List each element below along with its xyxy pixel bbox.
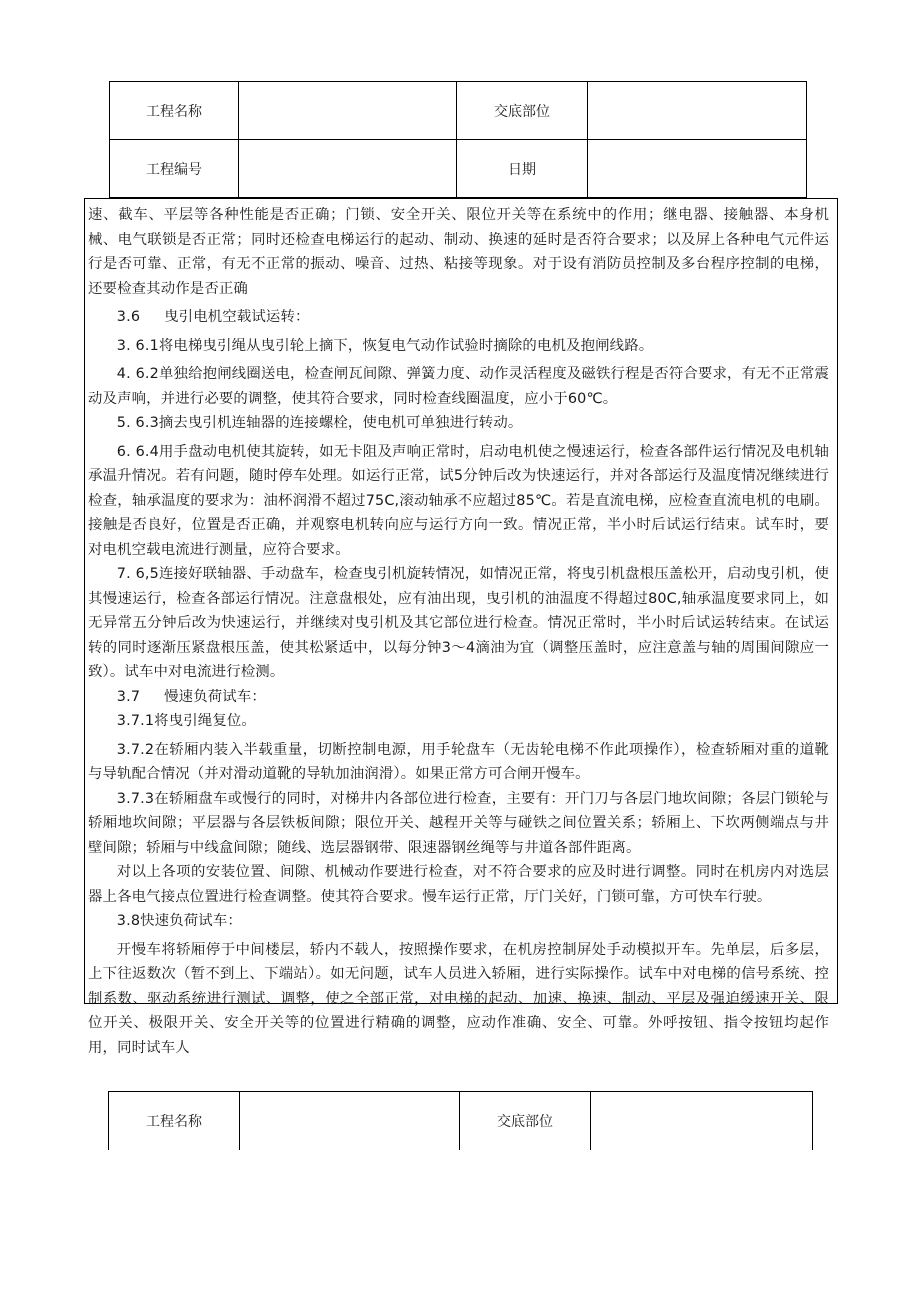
header-info-table (109, 81, 807, 198)
paragraph: 7. 6,5连接好联轴器、手动盘车，检查曳引机旋转情况，如情况正常，将曳引机盘根压盖松开，启动曳引机，使其慢速运行，检查各部运行情况。注意盘根处，应有油出现，曳引机的油温度不得超过80C,轴承温度要求同上，如无异常五分钟后改为快速运行，并继续对曳引机及其它部位进行检查。情况正常时，半小时后试运转结束。在试运转的同时逐渐压紧盘根压盖，使其松紧适中，以每分钟3～4滴油为宜（调整压盖时，应注意盖与轴的周围间隙应一致）。试车中对电流进行检测。 (88, 566, 829, 680)
project-number-value (239, 140, 457, 198)
disclosure-content (84, 198, 838, 1056)
project-name-value (239, 82, 457, 140)
section-number: 3.7 (116, 688, 141, 705)
paragraph: 3.7.1将曳引绳复位。 (116, 713, 256, 729)
date-value (588, 140, 807, 198)
project-name-value (240, 1092, 460, 1150)
paragraph: 6. 6.4用手盘动电机使其旋转，如无卡阻及声响正常时，启动电机使之慢速运行，检查各部件运行情况及电机轴承温升情况。若有问题，随时停车处理。如运行正常，试5分钟后改为快速运行，并对各部运行及温度情况继续进行检查，轴承温度的要求为：油杯润滑不超过75C,滚动轴承不应超过85℃。若是直流电梯，应检查直流电机的电刷。接触是否良好，位置是否正确，并观察电机转向应与运行方向一致。情况正常，半小时后试运行结束。试车时，要对电机空载电流进行测量，应符合要求。 (88, 443, 829, 558)
table-row (110, 140, 807, 198)
paragraph: 速、截车、平层等各种性能是否正确；门锁、安全开关、限位开关等在系统中的作用；继电器、接触器、本身机械、电气联锁是否正常；同时还检查电梯运行的起动、制动、换速的延时是否符合要求；以及屏上各种电气元件运行是否可靠、正常，有无不正常的振动、噪音、过热、粘接等现象。对于设有消防员控制及多台程序控制的电梯，还要检查其动作是否正确 (88, 207, 829, 297)
date-label: 日期 (457, 140, 588, 198)
section-heading-3-8: 3.8快速负荷试车： (116, 913, 242, 929)
section-title: 慢速负荷试车： (164, 688, 266, 705)
project-number-label: 工程编号 (110, 140, 239, 198)
paragraph: 3.7.3在轿厢盘车或慢行的同时，对梯井内各部位进行检查，主要有：开门刀与各层门地坎间隙；各层门锁轮与轿厢地坎间隙；平层器与各层铁板间隙；限位开关、越程开关等与碰铁之间位置关系；轿厢上、下坎两侧端点与井壁间隙；轿厢与中线盒间隙；随线、选层器钢带、限速器钢丝绳等与井道各部件距离。 (88, 790, 829, 856)
table-row (110, 82, 807, 140)
paragraph: 3.7.2在轿厢内装入半载重量，切断控制电源，用手轮盘车（无齿轮电梯不作此项操作），检查轿厢对重的道靴与导轨配合情况（并对滑动道靴的导轨加油润滑）。如果正常方可合闸开慢车。 (88, 741, 829, 782)
disclosure-part-value (591, 1092, 813, 1150)
section-heading-3-6 (88, 305, 829, 330)
project-name-label: 工程名称 (110, 82, 239, 140)
section-heading-3-7 (88, 685, 829, 710)
project-name-label: 工程名称 (109, 1092, 240, 1150)
disclosure-part-label: 交底部位 (457, 82, 588, 140)
section-number: 3.6 (116, 309, 141, 325)
disclosure-part-label: 交底部位 (460, 1092, 591, 1150)
paragraph: 3. 6.1将电梯曳引绳从曳引轮上摘下，恢复电气动作试验时摘除的电机及抱闸线路。 (116, 337, 654, 354)
paragraph: 对以上各项的安装位置、间隙、机械动作要进行检查，对不符合要求的应及时进行调整。同时在机房内对选层器上各电气接点位置进行检查调整。使其符合要求。慢车运行正常，厅门关好，门锁可靠，方可快车行驶。 (88, 864, 829, 905)
paragraph: 开慢车将轿厢停于中间楼层，轿内不载人，按照操作要求，在机房控制屏处手动模拟开车。先单层，后多层，上下往返数次（暂不到上、下端站）。如无问题，试车人员进入轿厢，进行实际操作。试车中对电梯的信号系统、控制系数、驱动系统进行测试、调整，使之全部正常，对电梯的起动、加速、换速、制动、平层及强迫缓速开关、限位开关、极限开关、安全开关等的位置进行精确的调整，应动作准确、安全、可靠。外呼按钮、指令按钮均起作用，同时试车人 (88, 941, 829, 1056)
header-info-table-next-page (108, 1091, 813, 1150)
section-title: 曳引电机空载试运转： (164, 309, 310, 325)
paragraph: 5. 6.3摘去曳引机连轴器的连接螺栓，使电机可单独进行转动。 (116, 415, 523, 431)
disclosure-part-value (588, 82, 807, 140)
paragraph: 4. 6.2单独给抱闸线圈送电，检查闸瓦间隙、弹簧力度、动作灵活程度及磁铁行程是否符合要求，有无不正常震动及声响，并进行必要的调整，使其符合要求，同时检查线圈温度，应小于60℃。 (88, 366, 829, 407)
table-row (109, 1092, 813, 1150)
